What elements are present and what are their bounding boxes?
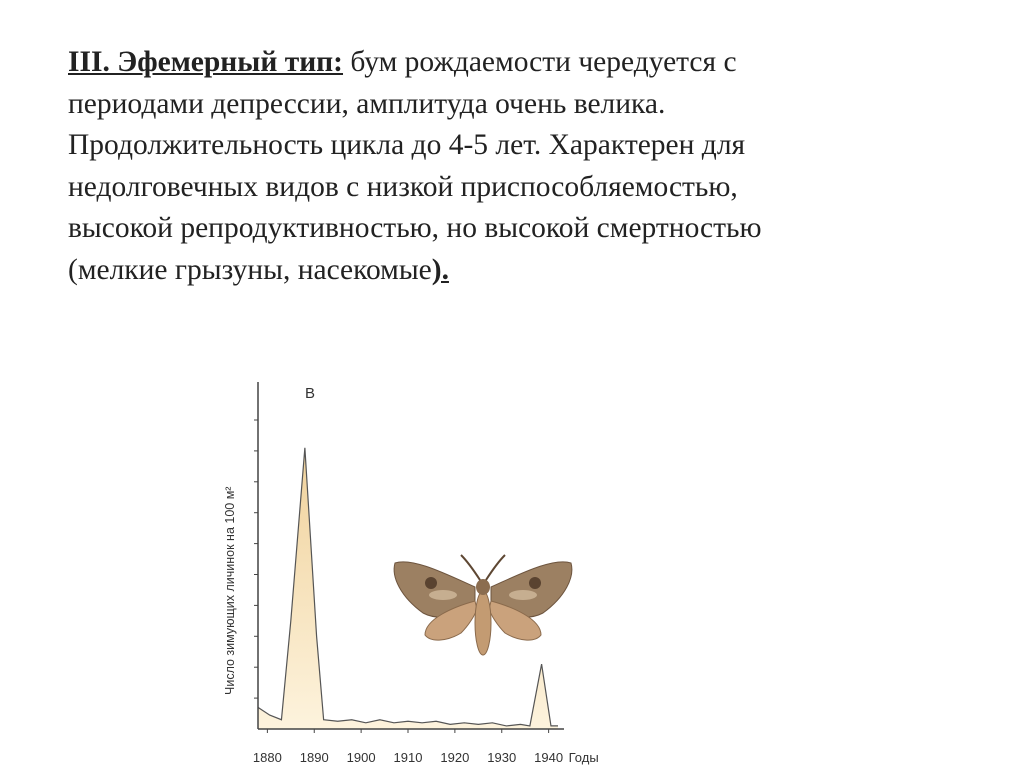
text-line-4: недолговечных видов с низкой приспособляемостью, [68, 170, 738, 203]
text-line-6-end: ). [431, 253, 449, 286]
x-tick-label: 1880 [252, 750, 282, 765]
x-tick-label: 1910 [393, 750, 423, 765]
type-title: III. Эфемерный тип: [68, 46, 344, 78]
moth-illustration [394, 555, 572, 655]
x-tick-label: 1920 [440, 750, 470, 765]
x-tick-label: 1940 [534, 750, 564, 765]
panel-label: В [305, 385, 316, 402]
text-line-1-rest: бум рождаемости чередуется с [343, 46, 737, 78]
text-line-2: периодами депрессии, амплитуда очень велика. [68, 87, 666, 120]
text-line-3: Продолжительность цикла до 4-5 лет. Характерен для [68, 129, 746, 161]
x-tick-label: 1930 [487, 750, 517, 765]
y-axis-label: Число зимующих личинок на 100 м² [223, 486, 237, 695]
text-line-6-start: (мелкие грызуны, насекомые [68, 253, 432, 286]
text-line-5: высокой репродуктивностью, но высокой смертностью [68, 212, 762, 244]
x-tick-label: 1900 [346, 750, 376, 765]
x-tick-label: 1890 [299, 750, 329, 765]
x-axis-label: Годы [568, 750, 599, 765]
